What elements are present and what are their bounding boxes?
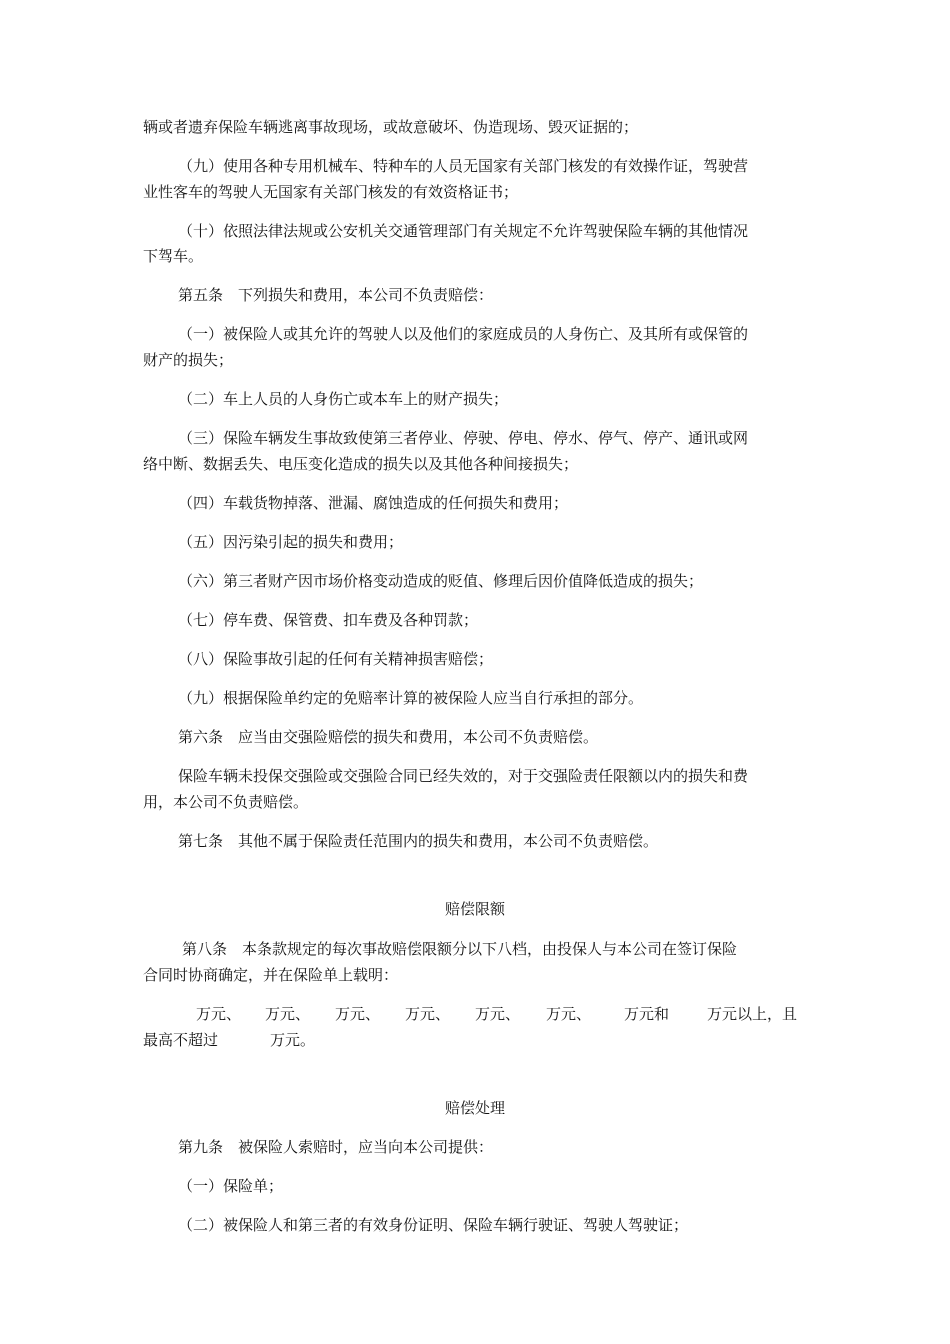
limit-blank: 万元、 xyxy=(196,1005,242,1023)
limit-blank: 万元、 xyxy=(405,1005,451,1023)
limit-blank: 万元、 xyxy=(546,1005,592,1023)
section-heading-limits: 赔偿限额 xyxy=(444,900,505,918)
limit-blank: 万元、 xyxy=(265,1005,311,1023)
limit-blank: 万元以上，且 xyxy=(707,1005,798,1023)
text-line: 最高不超过 xyxy=(143,1031,219,1049)
text-line: （九）根据保险单约定的免赔率计算的被保险人应当自行承担的部分。 xyxy=(178,689,644,707)
section-heading-handling: 赔偿处理 xyxy=(444,1099,505,1117)
text-line: 业性客车的驾驶人无国家有关部门核发的有效资格证书； xyxy=(143,183,519,201)
limit-blank: 万元和 xyxy=(624,1005,670,1023)
limit-blank: 万元、 xyxy=(335,1005,381,1023)
limit-blank: 万元、 xyxy=(475,1005,521,1023)
text-line: （九）使用各种专用机械车、特种车的人员无国家有关部门核发的有效操作证，驾驶营 xyxy=(178,157,749,175)
text-line: 下驾车。 xyxy=(143,247,204,265)
text-line: 财产的损失； xyxy=(143,351,234,369)
text-line: （七）停车费、保管费、扣车费及各种罚款； xyxy=(178,611,479,629)
article-7: 第七条 其他不属于保险责任范围内的损失和费用，本公司不负责赔偿。 xyxy=(178,832,659,850)
article-8: 第八条 本条款规定的每次事故赔偿限额分以下八档，由投保人与本公司在签订保险 xyxy=(182,940,738,958)
limit-blank: 万元。 xyxy=(270,1031,316,1049)
text-line: 辆或者遗弃保险车辆逃离事故现场，或故意破坏、伪造现场、毁灭证据的； xyxy=(143,118,639,136)
text-line: （五）因污染引起的损失和费用； xyxy=(178,533,404,551)
text-line: （十）依照法律法规或公安机关交通管理部门有关规定不允许驾驶保险车辆的其他情况 xyxy=(178,222,749,240)
text-line: （一）保险单； xyxy=(178,1177,284,1195)
article-9: 第九条 被保险人索赔时，应当向本公司提供： xyxy=(178,1138,494,1156)
article-6: 第六条 应当由交强险赔偿的损失和费用，本公司不负责赔偿。 xyxy=(178,728,599,746)
text-line: （三）保险车辆发生事故致使第三者停业、停驶、停电、停水、停气、停产、通讯或网 xyxy=(178,429,749,447)
text-line: （四）车载货物掉落、泄漏、腐蚀造成的任何损失和费用； xyxy=(178,494,569,512)
text-line: 用，本公司不负责赔偿。 xyxy=(143,793,309,811)
text-line: （二）被保险人和第三者的有效身份证明、保险车辆行驶证、驾驶人驾驶证； xyxy=(178,1216,689,1234)
text-line: 络中断、数据丢失、电压变化造成的损失以及其他各种间接损失； xyxy=(143,455,579,473)
article-5: 第五条 下列损失和费用，本公司不负责赔偿： xyxy=(178,286,494,304)
text-line: （八）保险事故引起的任何有关精神损害赔偿； xyxy=(178,650,494,668)
text-line: （一）被保险人或其允许的驾驶人以及他们的家庭成员的人身伤亡、及其所有或保管的 xyxy=(178,325,749,343)
text-line: （六）第三者财产因市场价格变动造成的贬值、修理后因价值降低造成的损失； xyxy=(178,572,704,590)
text-line: 合同时协商确定，并在保险单上载明： xyxy=(143,966,399,984)
text-line: （二）车上人员的人身伤亡或本车上的财产损失； xyxy=(178,390,509,408)
text-line: 保险车辆未投保交强险或交强险合同已经失效的，对于交强险责任限额以内的损失和费 xyxy=(178,767,749,785)
